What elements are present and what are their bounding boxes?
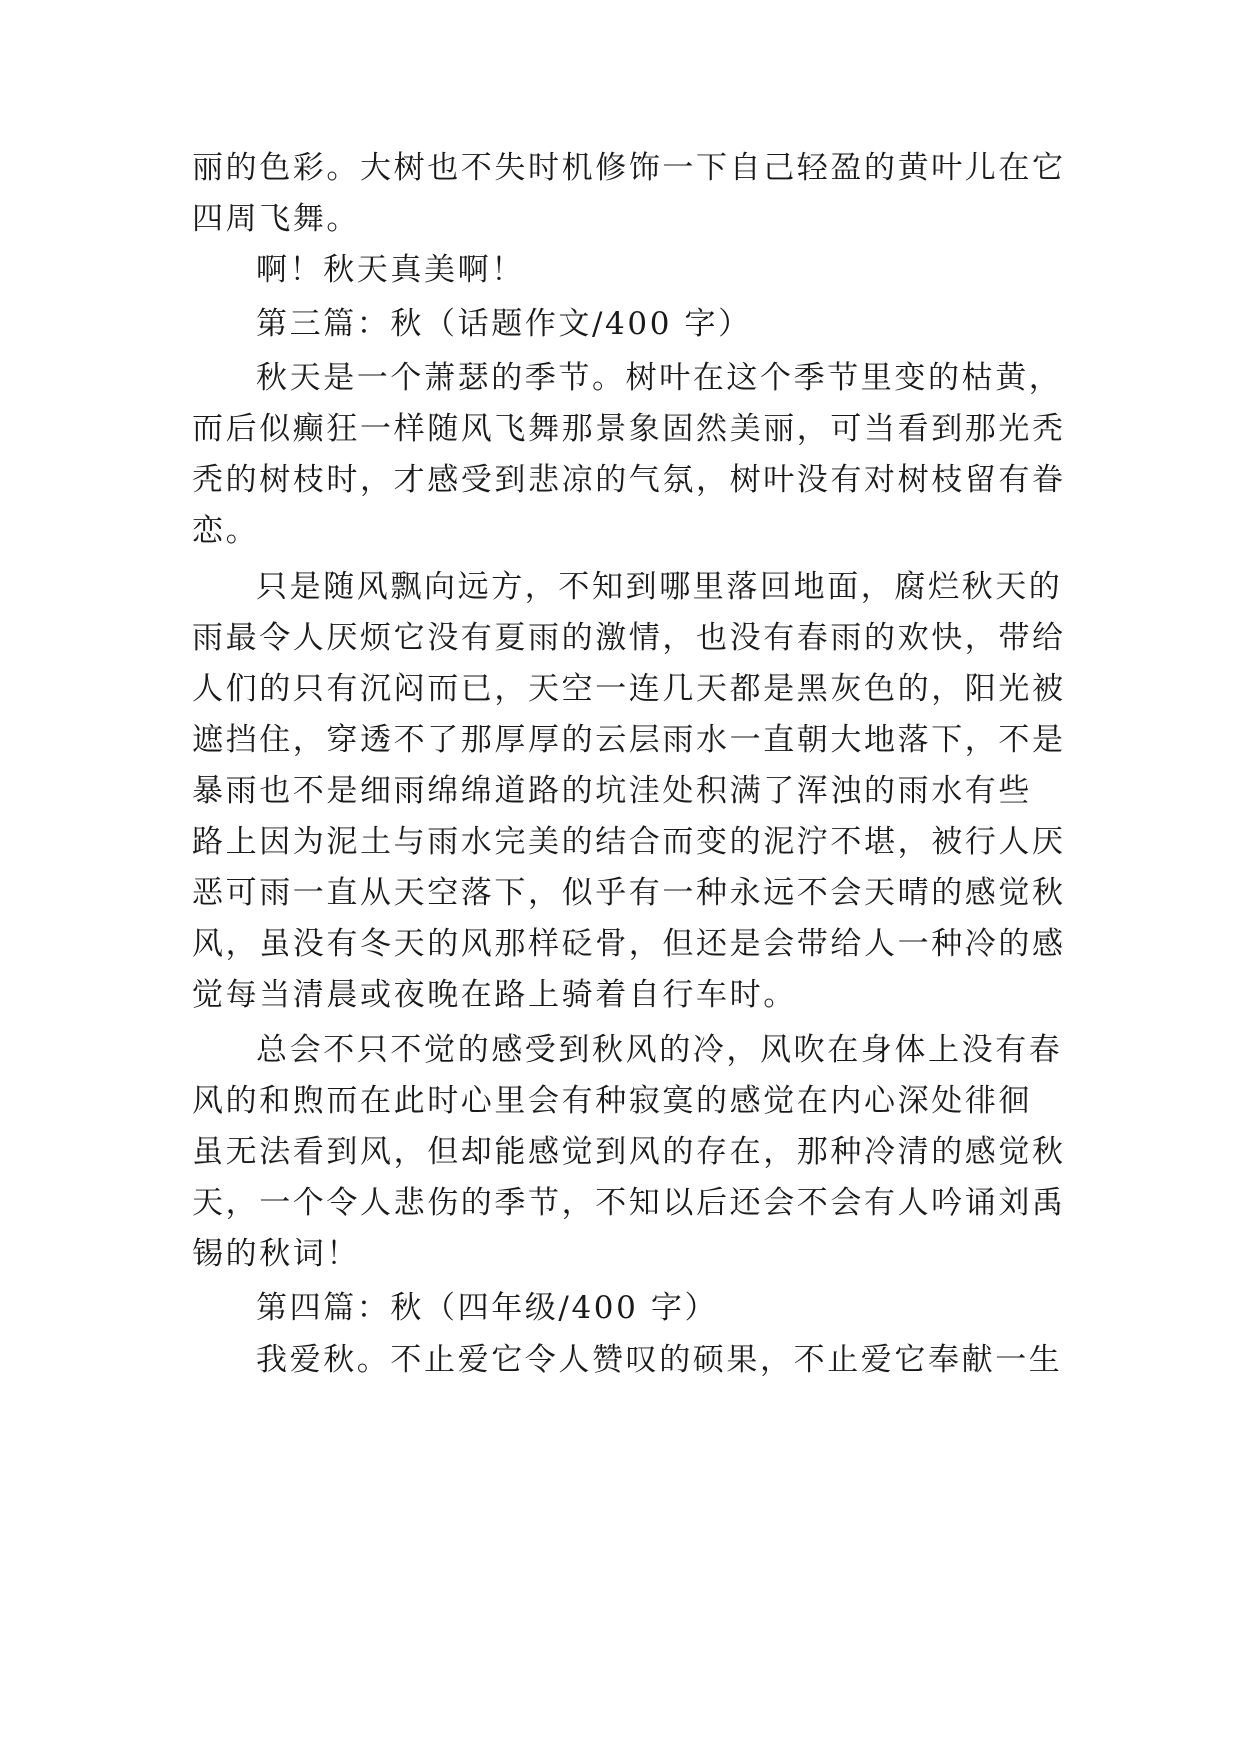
paragraph-line: 暴雨也不是细雨绵绵道路的坑洼处积满了浑浊的雨水有些	[192, 773, 1032, 809]
paragraph-line: 遮挡住，穿透不了那厚厚的云层雨水一直朝大地落下，不是	[192, 722, 1066, 758]
paragraph-line: 雨最令人厌烦它没有夏雨的激情，也没有春雨的欢快，带给	[192, 620, 1066, 656]
paragraph-line: 秋天是一个萧瑟的季节。树叶在这个季节里变的枯黄，	[256, 360, 1063, 396]
paragraph-line: 虽无法看到风，但却能感觉到风的存在，那种冷清的感觉秋	[192, 1134, 1066, 1170]
paragraph-line: 人们的只有沉闷而已，天空一连几天都是黑灰色的，阳光被	[192, 671, 1066, 707]
paragraph-line: 秃的树枝时，才感受到悲凉的气氛，树叶没有对树枝留有眷	[192, 462, 1066, 498]
paragraph-line: 恋。	[192, 513, 260, 549]
paragraph-line: 天，一个令人悲伤的季节，不知以后还会不会有人吟诵刘禹	[192, 1185, 1066, 1221]
paragraph-line: 风的和煦而在此时心里会有种寂寞的感觉在内心深处徘徊	[192, 1083, 1032, 1119]
paragraph-line: 只是随风飘向远方，不知到哪里落回地面，腐烂秋天的	[256, 569, 1063, 605]
paragraph-line: 丽的色彩。大树也不失时机修饰一下自己轻盈的黄叶儿在它	[192, 150, 1066, 186]
section-heading: 第三篇：秋（话题作文/400 字）	[256, 306, 752, 342]
section-heading: 第四篇：秋（四年级/400 字）	[256, 1290, 719, 1326]
paragraph-line: 锡的秋词！	[192, 1236, 360, 1272]
paragraph-line: 而后似癫狂一样随风飞舞那景象固然美丽，可当看到那光秃	[192, 411, 1066, 447]
paragraph-line: 路上因为泥土与雨水完美的结合而变的泥泞不堪，被行人厌	[192, 824, 1066, 860]
paragraph-line: 四周飞舞。	[192, 201, 360, 237]
paragraph-line: 啊！秋天真美啊！	[256, 252, 525, 288]
paragraph-line: 我爱秋。不止爱它令人赞叹的硕果，不止爱它奉献一生	[256, 1342, 1063, 1378]
paragraph-line: 觉每当清晨或夜晚在路上骑着自行车时。	[192, 977, 797, 1013]
paragraph-line: 风，虽没有冬天的风那样砭骨，但还是会带给人一种冷的感	[192, 926, 1066, 962]
paragraph-line: 恶可雨一直从天空落下，似乎有一种永远不会天晴的感觉秋	[192, 875, 1066, 911]
paragraph-line: 总会不只不觉的感受到秋风的冷，风吹在身体上没有春	[256, 1032, 1063, 1068]
